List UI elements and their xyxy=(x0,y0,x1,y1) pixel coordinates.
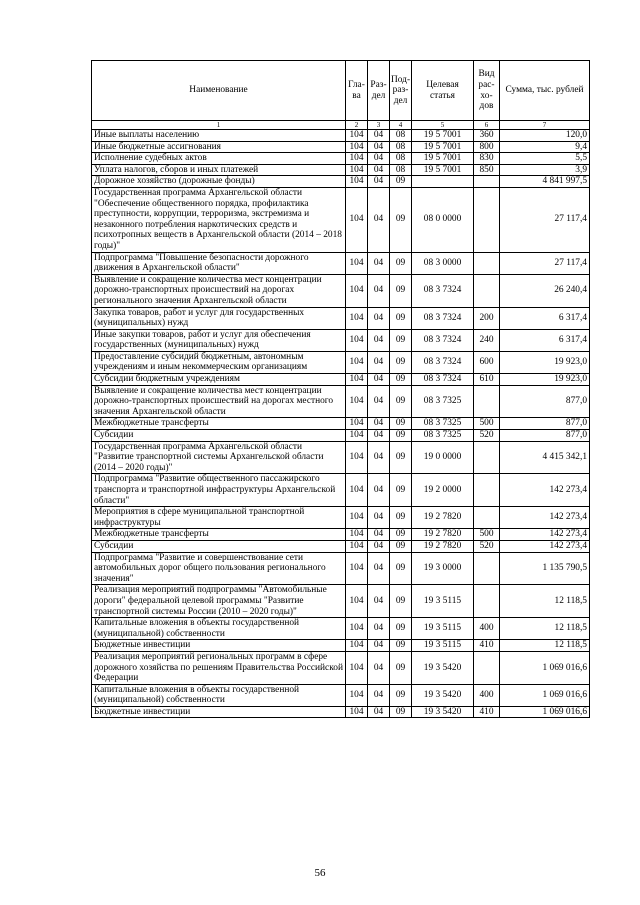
row-section-cell: 04 xyxy=(368,618,390,640)
row-section-cell: 04 xyxy=(368,552,390,585)
row-name-cell: Бюджетные инвестиции xyxy=(92,706,346,718)
row-kind-cell: 410 xyxy=(474,706,500,718)
column-number: 1 xyxy=(92,121,346,130)
row-name-cell: Субсидии xyxy=(92,430,346,442)
row-sum-cell: 12 118,5 xyxy=(500,640,590,652)
row-section-cell: 04 xyxy=(368,529,390,541)
row-kind-cell xyxy=(474,474,500,507)
row-target-cell: 08 3 7324 xyxy=(412,351,474,373)
row-subsection-cell: 09 xyxy=(390,374,412,386)
row-sum-cell: 1 135 790,5 xyxy=(500,552,590,585)
header-target: Целевая статья xyxy=(412,61,474,121)
table-row xyxy=(92,651,590,684)
row-section-cell: 04 xyxy=(368,164,390,176)
row-name-cell: Подпрограмма "Повышение безопасности дорожного движения в Архангельской области" xyxy=(92,252,346,274)
row-chapter-cell: 104 xyxy=(346,252,368,274)
row-kind-cell xyxy=(474,252,500,274)
row-chapter-cell: 104 xyxy=(346,351,368,373)
row-target-cell xyxy=(412,176,474,188)
row-target-cell: 08 3 7324 xyxy=(412,307,474,329)
row-subsection-cell: 09 xyxy=(390,618,412,640)
row-section-cell: 04 xyxy=(368,684,390,706)
row-name-cell: Межбюджетные трансферты xyxy=(92,418,346,430)
row-section-cell: 04 xyxy=(368,130,390,142)
row-chapter-cell: 104 xyxy=(346,706,368,718)
row-subsection-cell: 08 xyxy=(390,153,412,165)
table-row xyxy=(92,187,590,252)
row-section-cell: 04 xyxy=(368,474,390,507)
row-chapter-cell: 104 xyxy=(346,441,368,474)
row-section-cell: 04 xyxy=(368,507,390,529)
row-sum-cell: 12 118,5 xyxy=(500,585,590,618)
table-row xyxy=(92,441,590,474)
row-name-cell: Дорожное хозяйство (дорожные фонды) xyxy=(92,176,346,188)
table-row xyxy=(92,706,590,718)
row-sum-cell: 142 273,4 xyxy=(500,474,590,507)
row-name-cell: Иные выплаты населению xyxy=(92,130,346,142)
row-section-cell: 04 xyxy=(368,187,390,252)
row-target-cell: 19 2 0000 xyxy=(412,474,474,507)
table-row xyxy=(92,176,590,188)
row-target-cell: 08 3 7324 xyxy=(412,274,474,307)
row-name-cell: Мероприятия в сфере муниципальной транспортной инфраструктуры xyxy=(92,507,346,529)
row-subsection-cell: 09 xyxy=(390,418,412,430)
row-sum-cell: 4 841 997,5 xyxy=(500,176,590,188)
row-chapter-cell: 104 xyxy=(346,529,368,541)
row-target-cell: 19 2 7820 xyxy=(412,540,474,552)
row-subsection-cell: 09 xyxy=(390,430,412,442)
row-chapter-cell: 104 xyxy=(346,507,368,529)
table-row xyxy=(92,252,590,274)
column-number: 4 xyxy=(390,121,412,130)
row-subsection-cell: 09 xyxy=(390,187,412,252)
row-target-cell: 19 2 7820 xyxy=(412,529,474,541)
row-kind-cell: 360 xyxy=(474,130,500,142)
row-chapter-cell: 104 xyxy=(346,618,368,640)
row-name-cell: Бюджетные инвестиции xyxy=(92,640,346,652)
row-section-cell: 04 xyxy=(368,176,390,188)
row-chapter-cell: 104 xyxy=(346,585,368,618)
row-subsection-cell: 08 xyxy=(390,141,412,153)
row-subsection-cell: 09 xyxy=(390,441,412,474)
row-sum-cell: 877,0 xyxy=(500,430,590,442)
row-kind-cell: 830 xyxy=(474,153,500,165)
row-section-cell: 04 xyxy=(368,640,390,652)
row-sum-cell: 27 117,4 xyxy=(500,187,590,252)
row-chapter-cell: 104 xyxy=(346,329,368,351)
row-name-cell: Реализация мероприятий региональных программ в сфере дорожного хозяйства по решениям Правительства Российской Федерации xyxy=(92,651,346,684)
row-subsection-cell: 09 xyxy=(390,329,412,351)
row-section-cell: 04 xyxy=(368,540,390,552)
column-number-row xyxy=(92,121,590,130)
row-sum-cell: 5,5 xyxy=(500,153,590,165)
row-name-cell: Исполнение судебных актов xyxy=(92,153,346,165)
row-target-cell: 19 5 7001 xyxy=(412,141,474,153)
row-subsection-cell: 08 xyxy=(390,130,412,142)
table-row xyxy=(92,374,590,386)
row-name-cell: Подпрограмма "Развитие общественного пассажирского транспорта и транспортной инфраструктуры Архангельской области" xyxy=(92,474,346,507)
row-sum-cell: 3,9 xyxy=(500,164,590,176)
row-subsection-cell: 09 xyxy=(390,274,412,307)
row-target-cell: 19 0 0000 xyxy=(412,441,474,474)
row-name-cell: Капитальные вложения в объекты государственной (муниципальной) собственности xyxy=(92,684,346,706)
row-name-cell: Субсидии xyxy=(92,540,346,552)
row-target-cell: 08 3 7324 xyxy=(412,374,474,386)
row-chapter-cell: 104 xyxy=(346,141,368,153)
row-sum-cell: 142 273,4 xyxy=(500,507,590,529)
row-kind-cell: 500 xyxy=(474,418,500,430)
row-subsection-cell: 09 xyxy=(390,540,412,552)
row-subsection-cell: 09 xyxy=(390,684,412,706)
row-target-cell: 19 3 5115 xyxy=(412,618,474,640)
row-sum-cell: 4 415 342,1 xyxy=(500,441,590,474)
row-section-cell: 04 xyxy=(368,252,390,274)
row-chapter-cell: 104 xyxy=(346,374,368,386)
row-section-cell: 04 xyxy=(368,418,390,430)
row-section-cell: 04 xyxy=(368,329,390,351)
row-subsection-cell: 09 xyxy=(390,529,412,541)
header-row xyxy=(92,61,590,121)
row-name-cell: Субсидии бюджетным учреждениям xyxy=(92,374,346,386)
row-target-cell: 19 3 0000 xyxy=(412,552,474,585)
row-kind-cell xyxy=(474,441,500,474)
row-kind-cell xyxy=(474,585,500,618)
row-sum-cell: 877,0 xyxy=(500,418,590,430)
row-subsection-cell: 08 xyxy=(390,164,412,176)
row-target-cell: 08 0 0000 xyxy=(412,187,474,252)
row-sum-cell: 19 923,0 xyxy=(500,351,590,373)
header-sum: Сумма, тыс. рублей xyxy=(500,61,590,121)
row-sum-cell: 6 317,4 xyxy=(500,307,590,329)
table-row xyxy=(92,141,590,153)
column-number: 2 xyxy=(346,121,368,130)
row-name-cell: Уплата налогов, сборов и иных платежей xyxy=(92,164,346,176)
table-row xyxy=(92,552,590,585)
table-row xyxy=(92,585,590,618)
row-chapter-cell: 104 xyxy=(346,418,368,430)
table-row xyxy=(92,430,590,442)
column-number: 6 xyxy=(474,121,500,130)
budget-table xyxy=(91,60,590,718)
row-kind-cell xyxy=(474,187,500,252)
row-kind-cell: 400 xyxy=(474,618,500,640)
row-section-cell: 04 xyxy=(368,585,390,618)
row-target-cell: 08 3 7325 xyxy=(412,418,474,430)
table-row xyxy=(92,307,590,329)
row-section-cell: 04 xyxy=(368,385,390,418)
row-section-cell: 04 xyxy=(368,274,390,307)
row-kind-cell: 610 xyxy=(474,374,500,386)
row-name-cell: Реализация мероприятий подпрограммы "Автомобильные дороги" федеральной целевой программы "Развитие транспортной системы России (2010 – 2020 годы)" xyxy=(92,585,346,618)
column-number: 5 xyxy=(412,121,474,130)
row-target-cell: 08 3 7325 xyxy=(412,385,474,418)
row-target-cell: 19 3 5115 xyxy=(412,640,474,652)
row-target-cell: 19 3 5420 xyxy=(412,706,474,718)
row-target-cell: 19 3 5420 xyxy=(412,684,474,706)
row-subsection-cell: 09 xyxy=(390,176,412,188)
table-row xyxy=(92,418,590,430)
row-name-cell: Закупка товаров, работ и услуг для государственных (муниципальных) нужд xyxy=(92,307,346,329)
table-row xyxy=(92,385,590,418)
row-sum-cell: 12 118,5 xyxy=(500,618,590,640)
header-kind: Вид рас-хо-дов xyxy=(474,61,500,121)
row-name-cell: Подпрограмма "Развитие и совершенствование сети автомобильных дорог общего пользования регионального значения" xyxy=(92,552,346,585)
row-kind-cell: 600 xyxy=(474,351,500,373)
row-chapter-cell: 104 xyxy=(346,153,368,165)
row-sum-cell: 142 273,4 xyxy=(500,540,590,552)
row-target-cell: 08 3 0000 xyxy=(412,252,474,274)
row-subsection-cell: 09 xyxy=(390,640,412,652)
row-chapter-cell: 104 xyxy=(346,540,368,552)
table-row xyxy=(92,274,590,307)
table-row xyxy=(92,618,590,640)
row-subsection-cell: 09 xyxy=(390,552,412,585)
row-name-cell: Иные бюджетные ассигнования xyxy=(92,141,346,153)
row-name-cell: Иные закупки товаров, работ и услуг для обеспечения государственных (муниципальных) нужд xyxy=(92,329,346,351)
header-subsection: Под-раз-дел xyxy=(390,61,412,121)
row-sum-cell: 9,4 xyxy=(500,141,590,153)
row-chapter-cell: 104 xyxy=(346,474,368,507)
row-sum-cell: 1 069 016,6 xyxy=(500,706,590,718)
table-row xyxy=(92,540,590,552)
row-kind-cell: 800 xyxy=(474,141,500,153)
row-section-cell: 04 xyxy=(368,651,390,684)
row-kind-cell: 240 xyxy=(474,329,500,351)
header-section: Раз-дел xyxy=(368,61,390,121)
row-name-cell: Государственная программа Архангельской области "Обеспечение общественного порядка, профилактика преступности, коррупции, терроризма, экстремизма и незаконного потребления наркотических средств и психотропных веществ в Архангельской области (2014 – 2018 годы)" xyxy=(92,187,346,252)
row-target-cell: 19 5 7001 xyxy=(412,130,474,142)
row-chapter-cell: 104 xyxy=(346,164,368,176)
table-row xyxy=(92,507,590,529)
row-kind-cell xyxy=(474,651,500,684)
row-target-cell: 08 3 7324 xyxy=(412,329,474,351)
row-sum-cell: 6 317,4 xyxy=(500,329,590,351)
row-kind-cell: 850 xyxy=(474,164,500,176)
row-sum-cell: 26 240,4 xyxy=(500,274,590,307)
row-name-cell: Предоставление субсидий бюджетным, автономным учреждениям и иным некоммерческим организациям xyxy=(92,351,346,373)
header-name: Наименование xyxy=(92,61,346,121)
row-kind-cell: 500 xyxy=(474,529,500,541)
row-sum-cell: 19 923,0 xyxy=(500,374,590,386)
column-number: 7 xyxy=(500,121,590,130)
row-subsection-cell: 09 xyxy=(390,651,412,684)
table-row xyxy=(92,153,590,165)
row-section-cell: 04 xyxy=(368,153,390,165)
row-section-cell: 04 xyxy=(368,441,390,474)
row-kind-cell: 200 xyxy=(474,307,500,329)
row-subsection-cell: 09 xyxy=(390,706,412,718)
row-subsection-cell: 09 xyxy=(390,252,412,274)
row-chapter-cell: 104 xyxy=(346,684,368,706)
row-name-cell: Выявление и сокращение количества мест концентрации дорожно-транспортных происшествий на дорогах регионального значения Архангельской области xyxy=(92,274,346,307)
table-row xyxy=(92,529,590,541)
row-target-cell: 19 2 7820 xyxy=(412,507,474,529)
row-chapter-cell: 104 xyxy=(346,176,368,188)
row-target-cell: 19 5 7001 xyxy=(412,153,474,165)
row-target-cell: 19 3 5115 xyxy=(412,585,474,618)
row-subsection-cell: 09 xyxy=(390,307,412,329)
table-row xyxy=(92,164,590,176)
row-kind-cell: 520 xyxy=(474,430,500,442)
row-kind-cell xyxy=(474,274,500,307)
table-row xyxy=(92,684,590,706)
row-sum-cell: 1 069 016,6 xyxy=(500,651,590,684)
row-kind-cell xyxy=(474,507,500,529)
row-section-cell: 04 xyxy=(368,351,390,373)
row-chapter-cell: 104 xyxy=(346,187,368,252)
row-kind-cell: 410 xyxy=(474,640,500,652)
row-section-cell: 04 xyxy=(368,141,390,153)
row-subsection-cell: 09 xyxy=(390,351,412,373)
table-row xyxy=(92,329,590,351)
row-name-cell: Выявление и сокращение количества мест концентрации дорожно-транспортных происшествий на дорогах местного значения Архангельской области xyxy=(92,385,346,418)
table-row xyxy=(92,130,590,142)
row-section-cell: 04 xyxy=(368,374,390,386)
row-sum-cell: 120,0 xyxy=(500,130,590,142)
row-name-cell: Капитальные вложения в объекты государственной (муниципальной) собственности xyxy=(92,618,346,640)
row-kind-cell xyxy=(474,552,500,585)
row-target-cell: 08 3 7325 xyxy=(412,430,474,442)
row-subsection-cell: 09 xyxy=(390,385,412,418)
row-kind-cell xyxy=(474,176,500,188)
table-row xyxy=(92,640,590,652)
row-chapter-cell: 104 xyxy=(346,552,368,585)
table-body xyxy=(92,130,590,718)
row-chapter-cell: 104 xyxy=(346,430,368,442)
table-row xyxy=(92,351,590,373)
row-subsection-cell: 09 xyxy=(390,507,412,529)
row-sum-cell: 877,0 xyxy=(500,385,590,418)
row-kind-cell: 400 xyxy=(474,684,500,706)
row-target-cell: 19 3 5420 xyxy=(412,651,474,684)
row-subsection-cell: 09 xyxy=(390,474,412,507)
row-subsection-cell: 09 xyxy=(390,585,412,618)
row-name-cell: Межбюджетные трансферты xyxy=(92,529,346,541)
row-chapter-cell: 104 xyxy=(346,640,368,652)
row-chapter-cell: 104 xyxy=(346,385,368,418)
row-chapter-cell: 104 xyxy=(346,307,368,329)
row-section-cell: 04 xyxy=(368,706,390,718)
row-name-cell: Государственная программа Архангельской области "Развитие транспортной системы Архангельской области (2014 – 2020 годы)" xyxy=(92,441,346,474)
row-sum-cell: 1 069 016,6 xyxy=(500,684,590,706)
row-chapter-cell: 104 xyxy=(346,651,368,684)
header-chapter: Гла-ва xyxy=(346,61,368,121)
row-sum-cell: 27 117,4 xyxy=(500,252,590,274)
row-target-cell: 19 5 7001 xyxy=(412,164,474,176)
row-kind-cell xyxy=(474,385,500,418)
page-number: 56 xyxy=(314,867,326,879)
column-number: 3 xyxy=(368,121,390,130)
row-kind-cell: 520 xyxy=(474,540,500,552)
row-section-cell: 04 xyxy=(368,307,390,329)
row-chapter-cell: 104 xyxy=(346,130,368,142)
table-row xyxy=(92,474,590,507)
row-sum-cell: 142 273,4 xyxy=(500,529,590,541)
row-chapter-cell: 104 xyxy=(346,274,368,307)
row-section-cell: 04 xyxy=(368,430,390,442)
